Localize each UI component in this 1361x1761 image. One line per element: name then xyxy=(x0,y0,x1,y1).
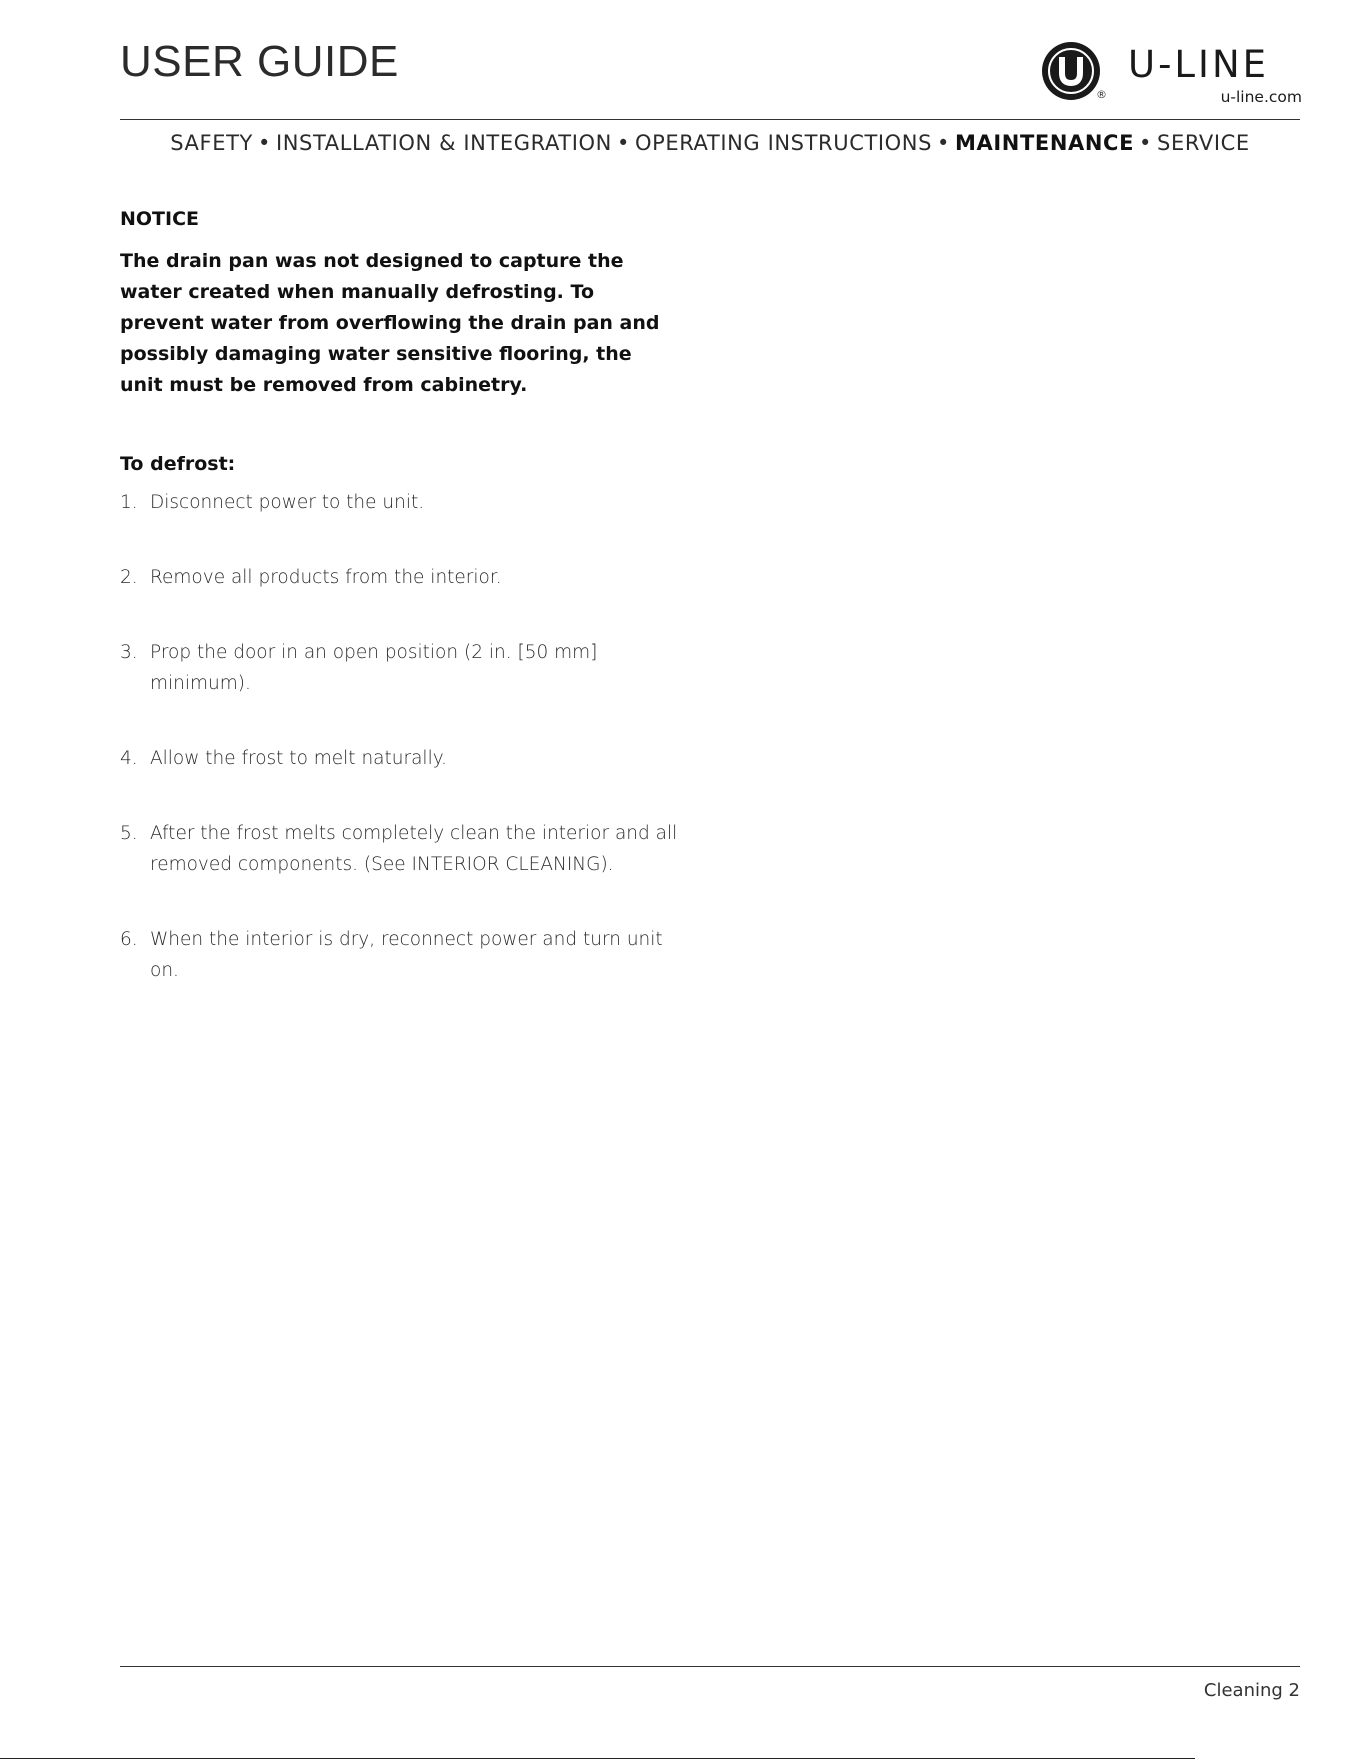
nav-separator: • xyxy=(616,131,630,155)
nav-item-operating: OPERATING INSTRUCTIONS xyxy=(634,131,933,155)
list-item xyxy=(120,818,680,880)
notice-heading: NOTICE xyxy=(120,208,200,230)
section-nav xyxy=(120,128,1300,158)
step-number: 3. xyxy=(120,642,138,663)
step-number: 1. xyxy=(120,492,138,513)
nav-separator: • xyxy=(937,131,951,155)
defrost-steps xyxy=(120,487,680,986)
brand-name: U-LINE xyxy=(1128,43,1270,86)
page-footer-label: Cleaning 2 xyxy=(1203,1680,1300,1701)
step-text: Prop the door in an open position (2 in. [50 mm] minimum). xyxy=(150,642,598,694)
nav-separator: • xyxy=(1139,131,1153,155)
brand-logo xyxy=(1040,38,1302,110)
list-item xyxy=(120,924,680,986)
footer-divider xyxy=(120,1666,1300,1667)
header-divider xyxy=(120,119,1300,120)
nav-separator: • xyxy=(257,131,271,155)
nav-item-safety: SAFETY xyxy=(170,131,253,155)
list-item xyxy=(120,743,680,774)
registered-mark: ® xyxy=(1096,88,1107,101)
step-number: 6. xyxy=(120,929,138,950)
list-item xyxy=(120,637,680,699)
defrost-heading: To defrost: xyxy=(120,453,236,475)
list-item xyxy=(120,487,680,518)
nav-item-maintenance: MAINTENANCE xyxy=(955,131,1135,155)
step-text: Remove all products from the interior. xyxy=(150,567,502,588)
step-text: Allow the frost to melt naturally. xyxy=(150,748,447,769)
nav-item-installation: INSTALLATION & INTEGRATION xyxy=(275,131,612,155)
nav-item-service: SERVICE xyxy=(1157,131,1250,155)
u-line-logo-icon xyxy=(1040,40,1102,102)
step-number: 2. xyxy=(120,567,138,588)
page-edge-line xyxy=(0,1758,1195,1759)
step-text: Disconnect power to the unit. xyxy=(150,492,425,513)
list-item xyxy=(120,562,680,593)
brand-url: u-line.com xyxy=(1220,88,1302,106)
step-text: When the interior is dry, reconnect power and turn unit on. xyxy=(150,929,663,981)
notice-body: The drain pan was not designed to capture the water created when manually defrosting. To prevent water from overflowing the drain pan and possibly damaging water sensitive flooring, the unit must be removed from cabinetry. xyxy=(120,250,660,396)
step-text: After the frost melts completely clean the interior and all removed components. (See INTERIOR CLEANING). xyxy=(150,823,678,875)
step-number: 4. xyxy=(120,748,138,769)
main-content xyxy=(120,208,680,1030)
page-title: USER GUIDE xyxy=(120,37,399,86)
step-number: 5. xyxy=(120,823,138,844)
